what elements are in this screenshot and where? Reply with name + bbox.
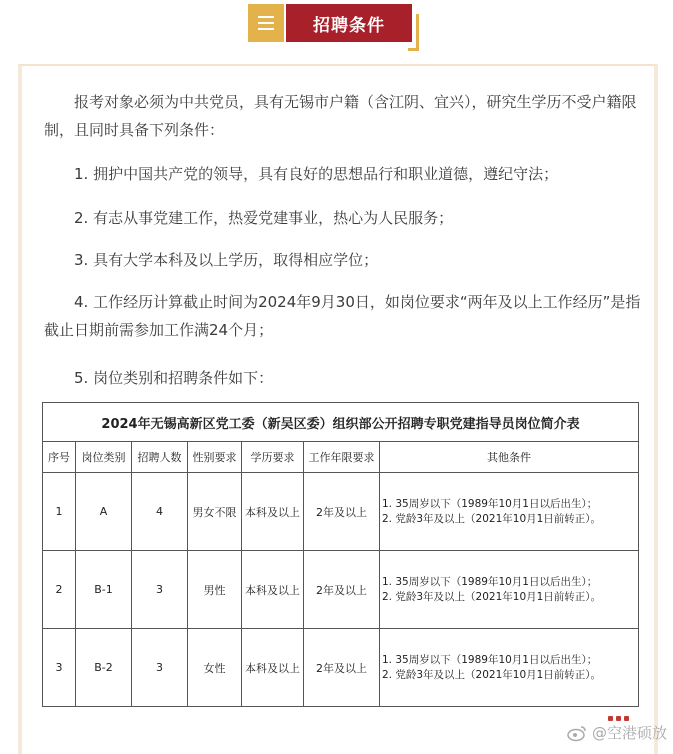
menu-icon <box>258 16 274 30</box>
cell-category: A <box>76 473 132 551</box>
cell-other <box>380 551 639 629</box>
cell-no: 3 <box>43 629 76 707</box>
cell-education: 本科及以上 <box>242 473 304 551</box>
jobs-table <box>42 402 639 707</box>
table-header-row <box>43 442 639 473</box>
section-header <box>248 4 420 50</box>
header-category: 岗位类别 <box>76 442 132 473</box>
cell-no: 2 <box>43 551 76 629</box>
other-condition-party: 2. 党龄3年及以上（2021年10月1日前转正）。 <box>382 668 602 681</box>
header-other: 其他条件 <box>380 442 639 473</box>
cell-no: 1 <box>43 473 76 551</box>
header-education: 学历要求 <box>242 442 304 473</box>
table-row <box>43 473 639 551</box>
cell-gender: 男性 <box>188 551 242 629</box>
cell-education: 本科及以上 <box>242 629 304 707</box>
cell-education: 本科及以上 <box>242 551 304 629</box>
table-row <box>43 629 639 707</box>
condition-item-1: 1. 拥护中国共产党的领导，具有良好的思想品行和职业道德，遵纪守法； <box>74 165 559 183</box>
cell-count: 4 <box>132 473 188 551</box>
condition-item-5: 5. 岗位类别和招聘条件如下： <box>74 369 274 387</box>
weibo-icon <box>566 724 588 742</box>
cell-other <box>380 629 639 707</box>
cell-gender: 男女不限 <box>188 473 242 551</box>
other-condition-party: 2. 党龄3年及以上（2021年10月1日前转正）。 <box>382 512 602 525</box>
table-caption: 2024年无锡高新区党工委（新吴区委）组织部公开招聘专职党建指导员岗位简介表 <box>43 403 639 442</box>
menu-icon-badge <box>248 4 284 42</box>
watermark-text: @空港硕放 <box>592 724 668 742</box>
header-count: 招聘人数 <box>132 442 188 473</box>
other-condition-age: 1. 35周岁以下（1989年10月1日以后出生）； <box>382 575 598 588</box>
other-condition-age: 1. 35周岁以下（1989年10月1日以后出生）； <box>382 653 598 666</box>
other-condition-age: 1. 35周岁以下（1989年10月1日以后出生）； <box>382 497 598 510</box>
cell-years: 2年及以上 <box>304 629 380 707</box>
cell-category: B-2 <box>76 629 132 707</box>
header-gender: 性别要求 <box>188 442 242 473</box>
decor-dots <box>608 716 629 721</box>
cell-years: 2年及以上 <box>304 551 380 629</box>
other-condition-party: 2. 党龄3年及以上（2021年10月1日前转正）。 <box>382 590 602 603</box>
condition-item-2: 2. 有志从事党建工作，热爱党建事业，热心为人民服务； <box>74 209 454 227</box>
weibo-watermark <box>566 722 667 743</box>
header-years: 工作年限要求 <box>304 442 380 473</box>
table-row <box>43 551 639 629</box>
cell-count: 3 <box>132 551 188 629</box>
cell-gender: 女性 <box>188 629 242 707</box>
header-no: 序号 <box>43 442 76 473</box>
cell-count: 3 <box>132 629 188 707</box>
condition-item-4: 4. 工作经历计算截止时间为2024年9月30日，如岗位要求“两年及以上工作经历”是指截止日期前需参加工作满24个月； <box>44 293 641 339</box>
cell-years: 2年及以上 <box>304 473 380 551</box>
condition-item-3: 3. 具有大学本科及以上学历，取得相应学位； <box>74 251 379 269</box>
intro-paragraph: 报考对象必须为中共党员，具有无锡市户籍（含江阴、宜兴），研究生学历不受户籍限制，且同时具备下列条件： <box>44 93 637 139</box>
cell-category: B-1 <box>76 551 132 629</box>
section-title: 招聘条件 <box>286 4 412 42</box>
cell-other <box>380 473 639 551</box>
